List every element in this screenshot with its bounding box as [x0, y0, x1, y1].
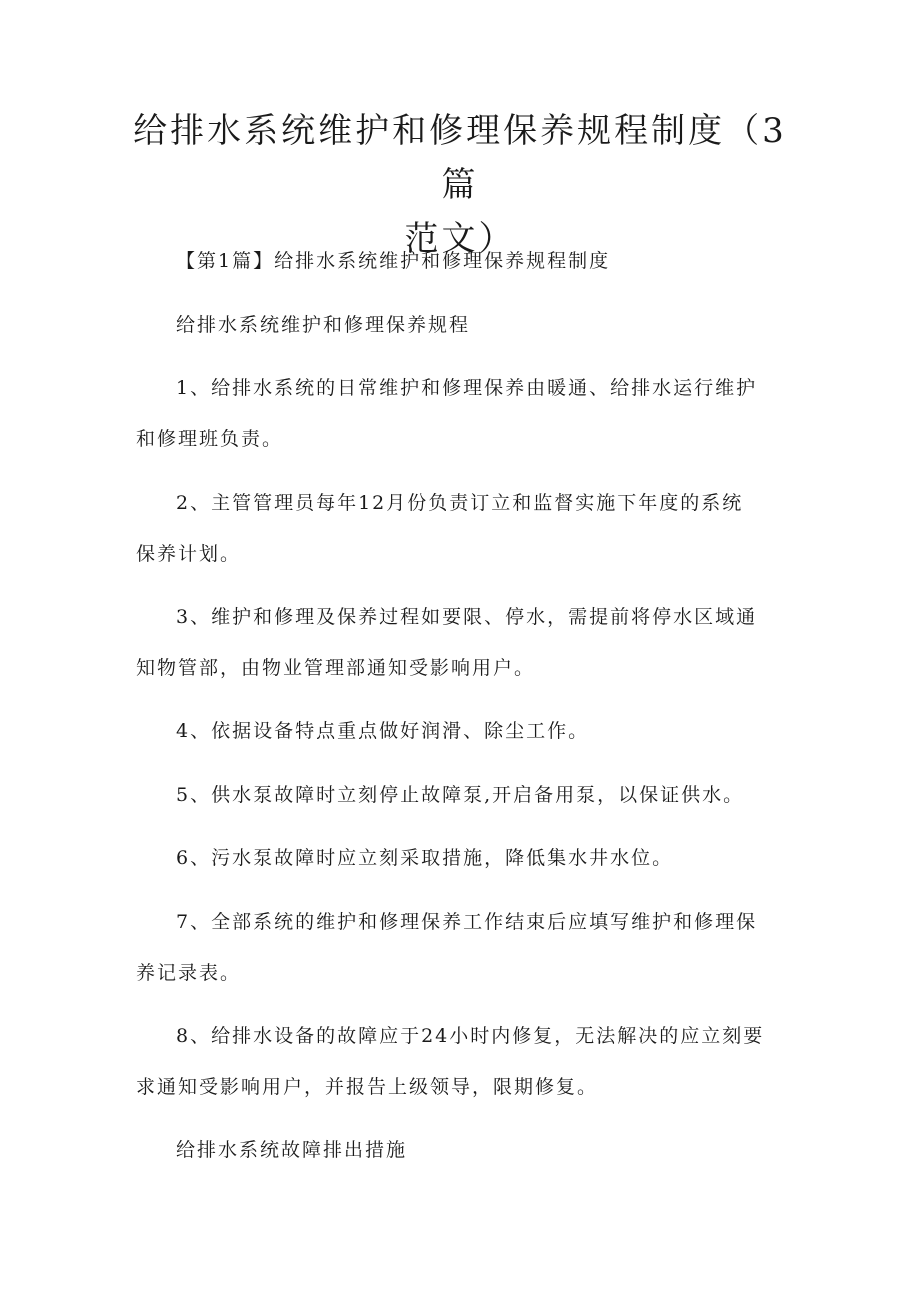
item-5-line-1: 5、供水泵故障时立刻停止故障泵,开启备用泵，以保证供水。	[176, 784, 745, 806]
item-1-line-2: 和修理班负责。	[136, 428, 284, 450]
item-6-line-1: 6、污水泵故障时应立刻采取措施，降低集水井水位。	[176, 847, 674, 869]
item-7-line-2: 养记录表。	[136, 962, 242, 984]
closing-heading: 给排水系统故障排出措施	[176, 1139, 408, 1161]
item-8-line-2: 求通知受影响用户，并报告上级领导，限期修复。	[136, 1076, 599, 1098]
item-3-line-1: 3、维护和修理及保养过程如要限、停水，需提前将停水区域通	[176, 606, 758, 628]
item-7-line-1: 7、全部系统的维护和修理保养工作结束后应填写维护和修理保	[176, 911, 758, 933]
item-2-line-1: 2、主管管理员每年12月份负责订立和监督实施下年度的系统	[176, 492, 744, 514]
title-line-1: 给排水系统维护和修理保养规程制度（3篇	[133, 111, 787, 205]
item-1-line-1: 1、给排水系统的日常维护和修理保养由暖通、给排水运行维护	[176, 377, 758, 399]
item-8-line-1: 8、给排水设备的故障应于24小时内修复，无法解决的应立刻要	[176, 1025, 765, 1047]
document-title	[120, 104, 800, 266]
item-4-line-1: 4、依据设备特点重点做好润滑、除尘工作。	[176, 720, 590, 742]
item-3-line-2: 知物管部，由物业管理部通知受影响用户。	[136, 657, 536, 679]
title-line-2: 范文）	[404, 219, 516, 259]
section-heading: 【第1篇】给排水系统维护和修理保养规程制度	[176, 250, 611, 272]
rules-heading: 给排水系统维护和修理保养规程	[176, 314, 471, 336]
item-2-line-2: 保养计划。	[136, 543, 242, 565]
